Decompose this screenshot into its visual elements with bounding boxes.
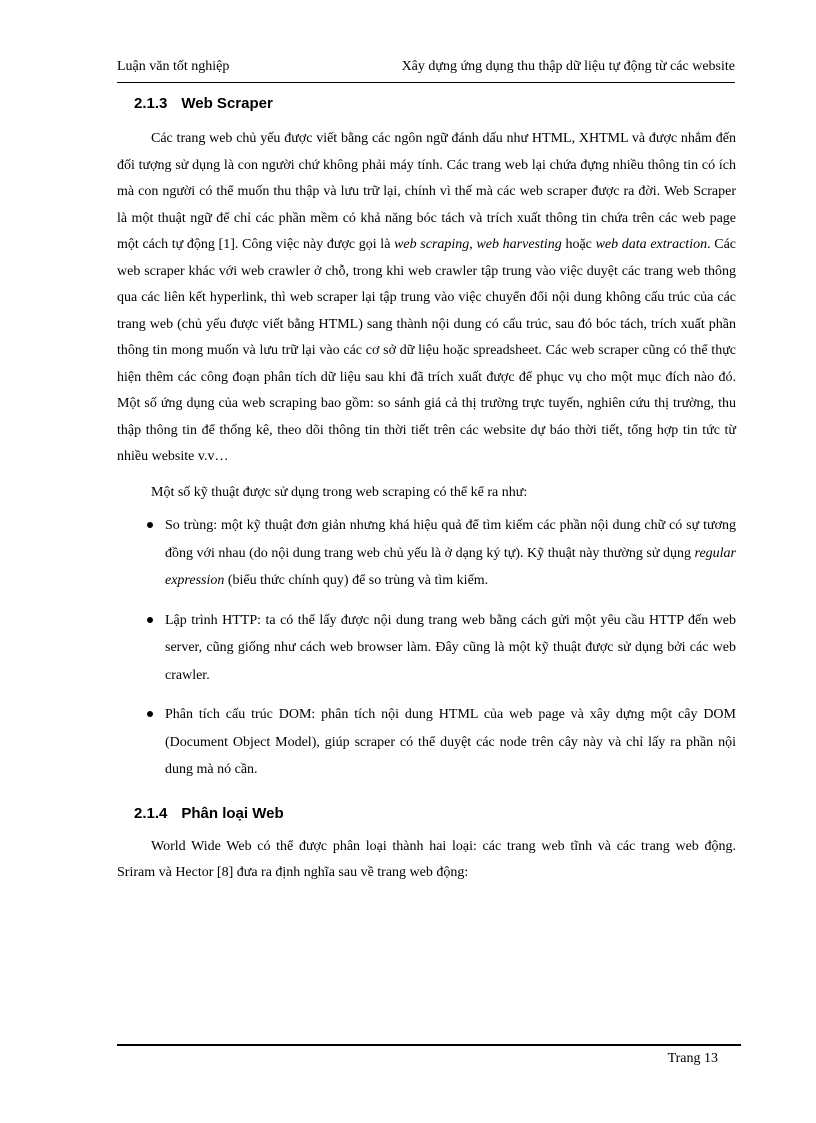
footer-divider	[117, 1044, 741, 1046]
italic-term: web data extraction	[595, 237, 708, 252]
techniques-list	[117, 512, 736, 784]
paragraph-web-classification: World Wide Web có thể được phân loại thành hai loại: các trang web tĩnh và các trang web động. Sriram và Hector [8] đưa ra định nghĩa sau về trang web động:	[117, 838, 736, 880]
section-heading-web-scraper	[134, 92, 736, 116]
section-title: Phân loại Web	[181, 804, 284, 822]
page-number: Trang 13	[667, 1051, 718, 1066]
header-left-text: Luận văn tốt nghiệp	[117, 59, 230, 74]
section-number: 2.1.4	[134, 804, 168, 822]
section-title: Web Scraper	[181, 95, 273, 112]
section-number: 2.1.3	[134, 95, 168, 112]
page-content	[117, 92, 736, 887]
text-run: ,	[469, 237, 477, 252]
list-item-http-programming: Lập trình HTTP: ta có thể lấy được nội dung trang web bằng cách gửi một yêu cầu HTTP đến web server, cũng giống như cách web browser làm. Đây cũng là một kỹ thuật được sử dụng bởi các web crawler.	[165, 607, 736, 690]
page-header	[117, 57, 735, 83]
list-item-dom-parsing: Phân tích cấu trúc DOM: phân tích nội dung HTML của web page và xây dựng một cây DOM (Document Object Model), giúp scraper có thể duyệt các node trên cây này và chỉ lấy ra phần nội dung mà nó cần.	[165, 701, 736, 784]
text-run: (biểu thức chính quy) để so trùng và tìm kiếm.	[224, 573, 489, 588]
text-run: . Các web scraper khác với web crawler ở chỗ, trong khi web crawler tập trung vào việc duyệt các trang web thông qua các liên kết hyperlink, thì web scraper lại tập trung vào việc chuyển đổi nội dung không cấu trúc của các trang web (chủ yếu được viết bằng HTML) sang thành nội dung có cấu trúc, sau đó bóc tách, trích xuất phần thông tin mong muốn và lưu trữ lại vào các cơ sở dữ liệu hoặc spreadsheet. Các web scraper cũng có thể thực hiện thêm các công đoạn phân tích dữ liệu sau khi đã trích xuất được để phục vụ cho một mục đích nào đó. Một số ứng dụng của web scraping bao gồm: so sánh giá cả thị trường trực tuyến, nghiên cứu thị trường, thu thập thông tin để thống kê, theo dõi thông tin thời tiết trên các website dự báo thời tiết, tổng hợp tin tức từ nhiều website v.v…	[117, 237, 737, 464]
italic-term: web scraping	[394, 237, 470, 252]
text-run: Các trang web chủ yếu được viết bằng các ngôn ngữ đánh dấu như HTML, XHTML và được nhắm đến đối tượng sử dụng là con người chứ không phải máy tính. Các trang web lại chứa đựng nhiều thông tin có ích mà con người có thể muốn thu thập và lưu trữ lại, chính vì thế mà các web scraper được ra đời. Web Scraper là một thuật ngữ để chỉ các phần mềm có khả năng bóc tách và trích xuất thông tin chứa trên các web page một cách tự động [1]. Công việc này được gọi là	[117, 131, 736, 252]
section-heading-web-classification	[134, 802, 736, 826]
text-run: So trùng: một kỹ thuật đơn giản nhưng khá hiệu quả để tìm kiếm các phần nội dung chữ có sự tương đồng với nhau (do nội dung trang web chủ yếu là ở dạng ký tự). Kỹ thuật này thường sử dụng	[165, 518, 736, 561]
paragraph-techniques-intro: Một số kỹ thuật được sử dụng trong web scraping có thể kể ra như:	[151, 484, 528, 500]
text-run: hoặc	[561, 237, 596, 252]
italic-term: web harvesting	[476, 237, 562, 252]
italic-term: regular expression	[165, 545, 736, 588]
list-item-pattern-matching	[165, 512, 736, 595]
header-right-text: Xây dựng ứng dụng thu thập dữ liệu tự động từ các website	[401, 59, 735, 74]
paragraph-web-scraper-intro	[117, 126, 736, 471]
